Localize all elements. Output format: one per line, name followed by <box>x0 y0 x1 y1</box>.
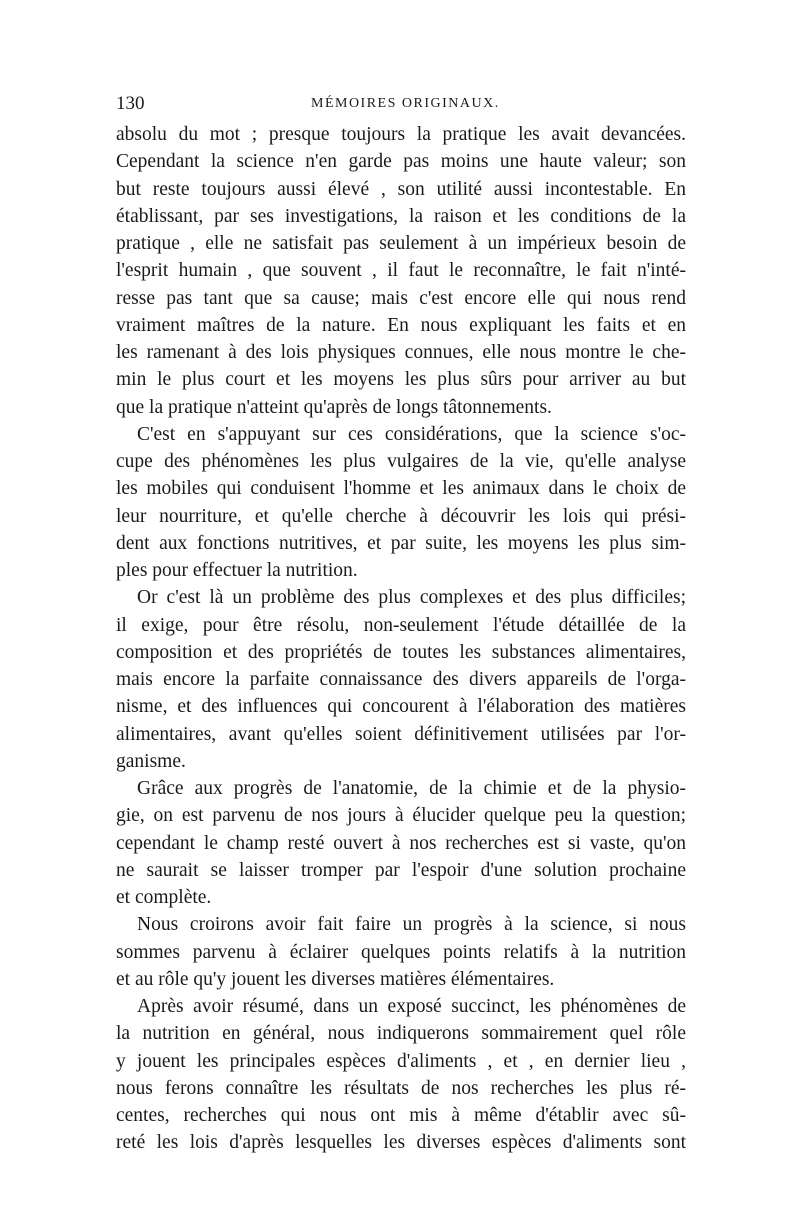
body-text <box>116 121 686 1157</box>
book-page <box>116 93 686 1157</box>
text-line: but reste toujours aussi élevé , son utilité aussi incontestable. En <box>116 178 686 200</box>
text-line: C'est en s'appuyant sur ces considérations, que la science s'oc- <box>137 423 686 445</box>
text-line: gie, on est parvenu de nos jours à élucider quelque peu la question; <box>116 805 686 827</box>
text-line: que la pratique n'atteint qu'après de longs tâtonnements. <box>116 396 552 418</box>
text-line: la nutrition en général, nous indiquerons sommairement quel rôle <box>116 1023 686 1045</box>
text-line: cependant le champ resté ouvert à nos recherches est si vaste, qu'on <box>116 832 686 854</box>
text-line: les mobiles qui conduisent l'homme et les animaux dans le choix de <box>116 478 686 500</box>
text-line: reté les lois d'après lesquelles les diverses espèces d'aliments sont <box>116 1132 686 1154</box>
text-line: Nous croirons avoir fait faire un progrès à la science, si nous <box>137 914 686 936</box>
text-line: dent aux fonctions nutritives, et par suite, les moyens les plus sim- <box>116 532 686 554</box>
running-head <box>116 93 686 119</box>
text-line: sommes parvenu à éclairer quelques points relatifs à la nutrition <box>116 941 686 963</box>
text-line: nous ferons connaître les résultats de nos recherches les plus ré- <box>116 1077 686 1099</box>
text-line: alimentaires, avant qu'elles soient définitivement utilisées par l'or- <box>116 723 686 745</box>
text-line: vraiment maîtres de la nature. En nous expliquant les faits et en <box>116 314 686 336</box>
text-line: Or c'est là un problème des plus complexes et des plus difficiles; <box>137 587 686 609</box>
text-line: absolu du mot ; presque toujours la pratique les avait devancées. <box>116 124 686 145</box>
text-line: et au rôle qu'y jouent les diverses matières élémentaires. <box>116 968 555 990</box>
text-line: cupe des phénomènes les plus vulgaires de la vie, qu'elle analyse <box>116 451 686 472</box>
text-line: établissant, par ses investigations, la raison et les conditions de la <box>116 205 686 227</box>
text-line: centes, recherches qui nous ont mis à même d'établir avec sû- <box>116 1105 686 1126</box>
text-line: ples pour effectuer la nutrition. <box>116 560 358 581</box>
text-line: leur nourriture, et qu'elle cherche à découvrir les lois qui prési- <box>116 505 686 527</box>
text-line: pratique , elle ne satisfait pas seulement à un impérieux besoin de <box>116 233 686 254</box>
text-line: resse pas tant que sa cause; mais c'est encore elle qui nous rend <box>116 287 686 309</box>
text-line: Après avoir résumé, dans un exposé succinct, les phénomènes de <box>137 996 686 1017</box>
text-line: y jouent les principales espèces d'aliments , et , en dernier lieu , <box>116 1050 686 1072</box>
text-line: mais encore la parfaite connaissance des divers appareils de l'orga- <box>116 669 686 690</box>
text-line: ne saurait se laisser tromper par l'espoir d'une solution prochaine <box>116 859 686 881</box>
text-line: Cependant la science n'en garde pas moins une haute valeur; son <box>116 151 686 173</box>
text-line: Grâce aux progrès de l'anatomie, de la chimie et de la physio- <box>137 778 686 799</box>
text-line: il exige, pour être résolu, non-seulement l'étude détaillée de la <box>116 614 686 636</box>
text-line: les ramenant à des lois physiques connues, elle nous montre le che- <box>116 342 686 363</box>
text-line: et complète. <box>116 887 212 908</box>
running-title: MÉMOIRES ORIGINAUX. <box>311 96 500 111</box>
text-line: min le plus court et les moyens les plus sûrs pour arriver au but <box>116 369 686 391</box>
text-line: composition et des propriétés de toutes les substances alimentaires, <box>116 641 686 663</box>
text-line: l'esprit humain , que souvent , il faut le reconnaître, le fait n'inté- <box>116 260 686 282</box>
text-line: ganisme. <box>116 750 186 772</box>
page-number: 130 <box>116 93 145 114</box>
text-line: nisme, et des influences qui concourent à l'élaboration des matières <box>116 696 686 718</box>
